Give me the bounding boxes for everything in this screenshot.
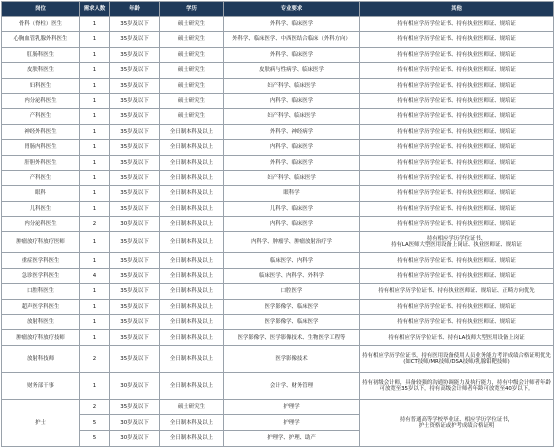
cell-major: 外科学、临床医学 <box>224 155 360 170</box>
table-row <box>2 17 554 32</box>
cell-num: 1 <box>80 330 110 345</box>
header-major: 专业要求 <box>224 2 360 17</box>
cell-num: 1 <box>80 78 110 93</box>
cell-num: 2 <box>80 217 110 232</box>
cell-edu: 全日制本科及以上 <box>160 170 224 185</box>
cell-other: 持有相应学历学位证书、持有执业医师证、规培证、正畸方向优先 <box>360 284 554 299</box>
cell-major: 医学影像学、临床医学 <box>224 315 360 330</box>
cell-other: 持有相应学历学位证书、持有执业医师证、规培证 <box>360 315 554 330</box>
cell-num: 1 <box>80 124 110 139</box>
cell-major: 内科学、临床医学 <box>224 140 360 155</box>
cell-num: 2 <box>80 399 110 415</box>
cell-post: 眼科 <box>2 186 80 201</box>
cell-num: 2 <box>80 345 110 372</box>
cell-post: 神经外科医生 <box>2 124 80 139</box>
cell-age: 35岁及以下 <box>110 201 160 216</box>
cell-major: 口腔医学 <box>224 284 360 299</box>
cell-other: 持有相应学历学位证书、持有执业医师证、规培证 <box>360 17 554 32</box>
cell-age: 35岁及以下 <box>110 63 160 78</box>
cell-post: 肿瘤放疗科放疗技师 <box>2 330 80 345</box>
cell-edu: 全日制本科及以上 <box>160 299 224 314</box>
cell-edu: 全日制本科及以上 <box>160 372 224 399</box>
cell-edu: 硕士研究生 <box>160 78 224 93</box>
cell-major: 外科学、临床医学 <box>224 17 360 32</box>
table-row <box>2 253 554 268</box>
cell-major: 儿科学、临床医学 <box>224 201 360 216</box>
cell-major: 临床医学、内科学、外科学 <box>224 268 360 283</box>
cell-age: 30岁及以下 <box>110 217 160 232</box>
cell-other: 持有相应学历学位证书、持有执业医师证、规培证 <box>360 299 554 314</box>
cell-other: 持有相应学历学位证书、持有执业医师证、规培证 <box>360 253 554 268</box>
cell-other: 持有初级会计师，具备较强的沟通协调能力及执行能力，持有中级会计师者年龄可放宽至35岁以下，持有高级会计师者年龄可放宽至40岁以下。 <box>360 372 554 399</box>
cell-edu: 全日制本科及以上 <box>160 284 224 299</box>
cell-age: 35岁及以下 <box>110 299 160 314</box>
cell-edu: 全日制本科及以上 <box>160 253 224 268</box>
table-row <box>2 47 554 62</box>
cell-post: 口腔科医生 <box>2 284 80 299</box>
cell-age: 35岁及以下 <box>110 253 160 268</box>
cell-other: 持有相应学历学位证书、持有执业医师证、规培证 <box>360 170 554 185</box>
cell-major: 医学影像学、医学影像技术、生物医学工程等 <box>224 330 360 345</box>
cell-major: 妇产科学、临床医学 <box>224 78 360 93</box>
cell-age: 35岁及以下 <box>110 78 160 93</box>
header-num: 需求人数 <box>80 2 110 17</box>
cell-edu: 全日制本科及以上 <box>160 217 224 232</box>
cell-major: 皮肤病与性病学、临床医学 <box>224 63 360 78</box>
cell-num: 1 <box>80 232 110 253</box>
cell-age: 35岁及以下 <box>110 232 160 253</box>
cell-edu: 硕士研究生 <box>160 47 224 62</box>
cell-major: 内科学、临床医学 <box>224 93 360 108</box>
table-row <box>2 124 554 139</box>
cell-num: 1 <box>80 186 110 201</box>
table-row <box>2 399 554 415</box>
cell-post: 妇科医生 <box>2 78 80 93</box>
cell-post: 护士 <box>2 399 80 446</box>
cell-post: 心胸血管乳腺外科医生 <box>2 32 80 47</box>
cell-major: 妇产科学、临床医学 <box>224 170 360 185</box>
cell-other: 持有相应学历学位证书、持有执业医师证、规培证 <box>360 217 554 232</box>
cell-age: 35岁及以下 <box>110 47 160 62</box>
cell-post: 胃肠内科医生 <box>2 140 80 155</box>
cell-num: 1 <box>80 63 110 78</box>
cell-num: 1 <box>80 17 110 32</box>
table-row <box>2 345 554 372</box>
cell-major: 外科学、临床医学 <box>224 47 360 62</box>
cell-major: 临床医学、内科学 <box>224 253 360 268</box>
cell-other: 持有相应学历学位证书、持有执业医师证、规培证 <box>360 201 554 216</box>
table-row <box>2 78 554 93</box>
cell-post: 产科医生 <box>2 170 80 185</box>
cell-other: 持有相应学历学位证书、持有执业医师证、规培证 <box>360 124 554 139</box>
cell-other: 持有相应学历学位证书，持有医用设备使用人员业务能力考评成绩合格证明优先(如CT技师/MR技师/DSA技师/乳腺钼靶技师) <box>360 345 554 372</box>
cell-age: 35岁及以下 <box>110 186 160 201</box>
cell-other: 持有相应学历学位证书、持有执业医师证、规培证 <box>360 186 554 201</box>
table-row <box>2 155 554 170</box>
cell-post: 重症医学科医生 <box>2 253 80 268</box>
cell-post: 肿瘤放疗科放疗医师 <box>2 232 80 253</box>
table-row <box>2 186 554 201</box>
cell-edu: 全日制本科及以上 <box>160 186 224 201</box>
cell-age: 35岁及以下 <box>110 155 160 170</box>
cell-num: 1 <box>80 140 110 155</box>
cell-num: 1 <box>80 284 110 299</box>
cell-num: 1 <box>80 372 110 399</box>
cell-age: 35岁及以下 <box>110 315 160 330</box>
table-row <box>2 372 554 399</box>
cell-other: 持有普通高等学校毕业证、相应学历学位证书， 护士资格证或护考成绩合格证明 <box>360 399 554 446</box>
table-row <box>2 201 554 216</box>
cell-other: 持有相应学历学位证书、 持有LA医师大型医用设备上岗证、执业医师证、规培证 <box>360 232 554 253</box>
cell-age: 35岁及以下 <box>110 284 160 299</box>
cell-other: 持有相应学历学位证书、持有执业医师证、规培证 <box>360 93 554 108</box>
cell-age: 35岁及以下 <box>110 345 160 372</box>
cell-age: 35岁及以下 <box>110 109 160 124</box>
cell-post: 肝胆外科医生 <box>2 155 80 170</box>
cell-post: 产科医生 <box>2 109 80 124</box>
cell-major: 会计学、财务管理 <box>224 372 360 399</box>
cell-edu: 全日制本科及以上 <box>160 155 224 170</box>
cell-post: 财务部干事 <box>2 372 80 399</box>
table-row <box>2 109 554 124</box>
cell-major: 内科学、肿瘤学、肿瘤放射治疗学 <box>224 232 360 253</box>
cell-post: 儿科医生 <box>2 201 80 216</box>
header-post: 岗位 <box>2 2 80 17</box>
cell-num: 1 <box>80 109 110 124</box>
cell-num: 5 <box>80 431 110 447</box>
cell-major: 外科学、临床医学、中西医结合临床（外科方向） <box>224 32 360 47</box>
cell-age: 35岁及以下 <box>110 140 160 155</box>
cell-major: 护理学、护理、助产 <box>224 431 360 447</box>
header-age: 年龄 <box>110 2 160 17</box>
cell-edu: 硕士研究生 <box>160 109 224 124</box>
table-row <box>2 330 554 345</box>
cell-other: 持有相应学历学位证书、持有执业医师证、规培证 <box>360 109 554 124</box>
cell-post: 放射科技师 <box>2 345 80 372</box>
cell-age: 35岁及以下 <box>110 330 160 345</box>
cell-num: 4 <box>80 268 110 283</box>
cell-num: 5 <box>80 415 110 431</box>
table-row <box>2 232 554 253</box>
cell-age: 30岁及以下 <box>110 372 160 399</box>
cell-major: 护理学 <box>224 399 360 415</box>
cell-edu: 全日制本科及以上 <box>160 201 224 216</box>
cell-other: 持有相应学历学位证书、持有执业医师证、规培证 <box>360 140 554 155</box>
cell-age: 35岁及以下 <box>110 17 160 32</box>
cell-edu: 全日制本科及以上 <box>160 415 224 431</box>
cell-other: 持有相应学历学位证书、持有执业医师证、规培证 <box>360 155 554 170</box>
table-row <box>2 63 554 78</box>
table-row <box>2 284 554 299</box>
cell-age: 35岁及以下 <box>110 32 160 47</box>
cell-edu: 硕士研究生 <box>160 17 224 32</box>
header-row <box>2 2 554 17</box>
cell-age: 35岁及以下 <box>110 170 160 185</box>
cell-edu: 全日制本科及以上 <box>160 124 224 139</box>
cell-age: 35岁及以下 <box>110 124 160 139</box>
cell-age: 35岁及以下 <box>110 268 160 283</box>
cell-edu: 全日制本科及以上 <box>160 330 224 345</box>
cell-other: 持有相应学历学位证书、持有LA技师大型医用设备上岗证 <box>360 330 554 345</box>
cell-post: 皮肤科医生 <box>2 63 80 78</box>
cell-major: 护理学 <box>224 415 360 431</box>
cell-post: 内分泌科医生 <box>2 217 80 232</box>
cell-edu: 硕士研究生 <box>160 63 224 78</box>
cell-num: 1 <box>80 299 110 314</box>
cell-edu: 硕士研究生 <box>160 399 224 415</box>
cell-num: 1 <box>80 253 110 268</box>
cell-major: 医学影像技术 <box>224 345 360 372</box>
cell-other: 持有相应学历学位证书、持有执业医师证、规培证 <box>360 268 554 283</box>
table-row <box>2 93 554 108</box>
cell-post: 内分泌科医生 <box>2 93 80 108</box>
cell-edu: 全日制本科及以上 <box>160 315 224 330</box>
cell-num: 1 <box>80 155 110 170</box>
cell-num: 1 <box>80 201 110 216</box>
cell-edu: 全日制本科及以上 <box>160 140 224 155</box>
cell-num: 1 <box>80 315 110 330</box>
cell-other: 持有相应学历学位证书、持有执业医师证、规培证 <box>360 32 554 47</box>
cell-num: 1 <box>80 93 110 108</box>
cell-age: 30岁及以下 <box>110 431 160 447</box>
cell-post: 放射科医生 <box>2 315 80 330</box>
cell-post: 急诊医学科医生 <box>2 268 80 283</box>
cell-edu: 全日制本科及以上 <box>160 268 224 283</box>
cell-edu: 硕士研究生 <box>160 93 224 108</box>
recruitment-table <box>1 1 554 447</box>
cell-age: 35岁及以下 <box>110 399 160 415</box>
cell-age: 30岁及以下 <box>110 415 160 431</box>
table-row <box>2 32 554 47</box>
cell-other: 持有相应学历学位证书、持有执业医师证、规培证 <box>360 63 554 78</box>
cell-edu: 硕士研究生 <box>160 32 224 47</box>
cell-other: 持有相应学历学位证书、持有执业医师证、规培证 <box>360 47 554 62</box>
cell-num: 1 <box>80 170 110 185</box>
table-row <box>2 268 554 283</box>
cell-edu: 全日制本科及以上 <box>160 431 224 447</box>
table-row <box>2 140 554 155</box>
cell-major: 医学影像学、临床医学 <box>224 299 360 314</box>
table-row <box>2 217 554 232</box>
cell-major: 眼科学 <box>224 186 360 201</box>
table-row <box>2 170 554 185</box>
cell-major: 内科学、临床医学 <box>224 217 360 232</box>
cell-edu: 全日制本科及以上 <box>160 232 224 253</box>
cell-major: 外科学、神经病学 <box>224 124 360 139</box>
header-edu: 学历 <box>160 2 224 17</box>
cell-other: 持有相应学历学位证书、持有执业医师证、规培证 <box>360 78 554 93</box>
cell-post: 肛肠科医生 <box>2 47 80 62</box>
cell-edu: 全日制本科及以上 <box>160 345 224 372</box>
table-row <box>2 315 554 330</box>
cell-num: 1 <box>80 47 110 62</box>
cell-age: 35岁及以下 <box>110 93 160 108</box>
cell-post: 超声医学科医生 <box>2 299 80 314</box>
header-other: 其他 <box>360 2 554 17</box>
cell-post: 骨科（脊柱）医生 <box>2 17 80 32</box>
cell-num: 1 <box>80 32 110 47</box>
cell-major: 妇产科学、临床医学 <box>224 109 360 124</box>
table-row <box>2 299 554 314</box>
